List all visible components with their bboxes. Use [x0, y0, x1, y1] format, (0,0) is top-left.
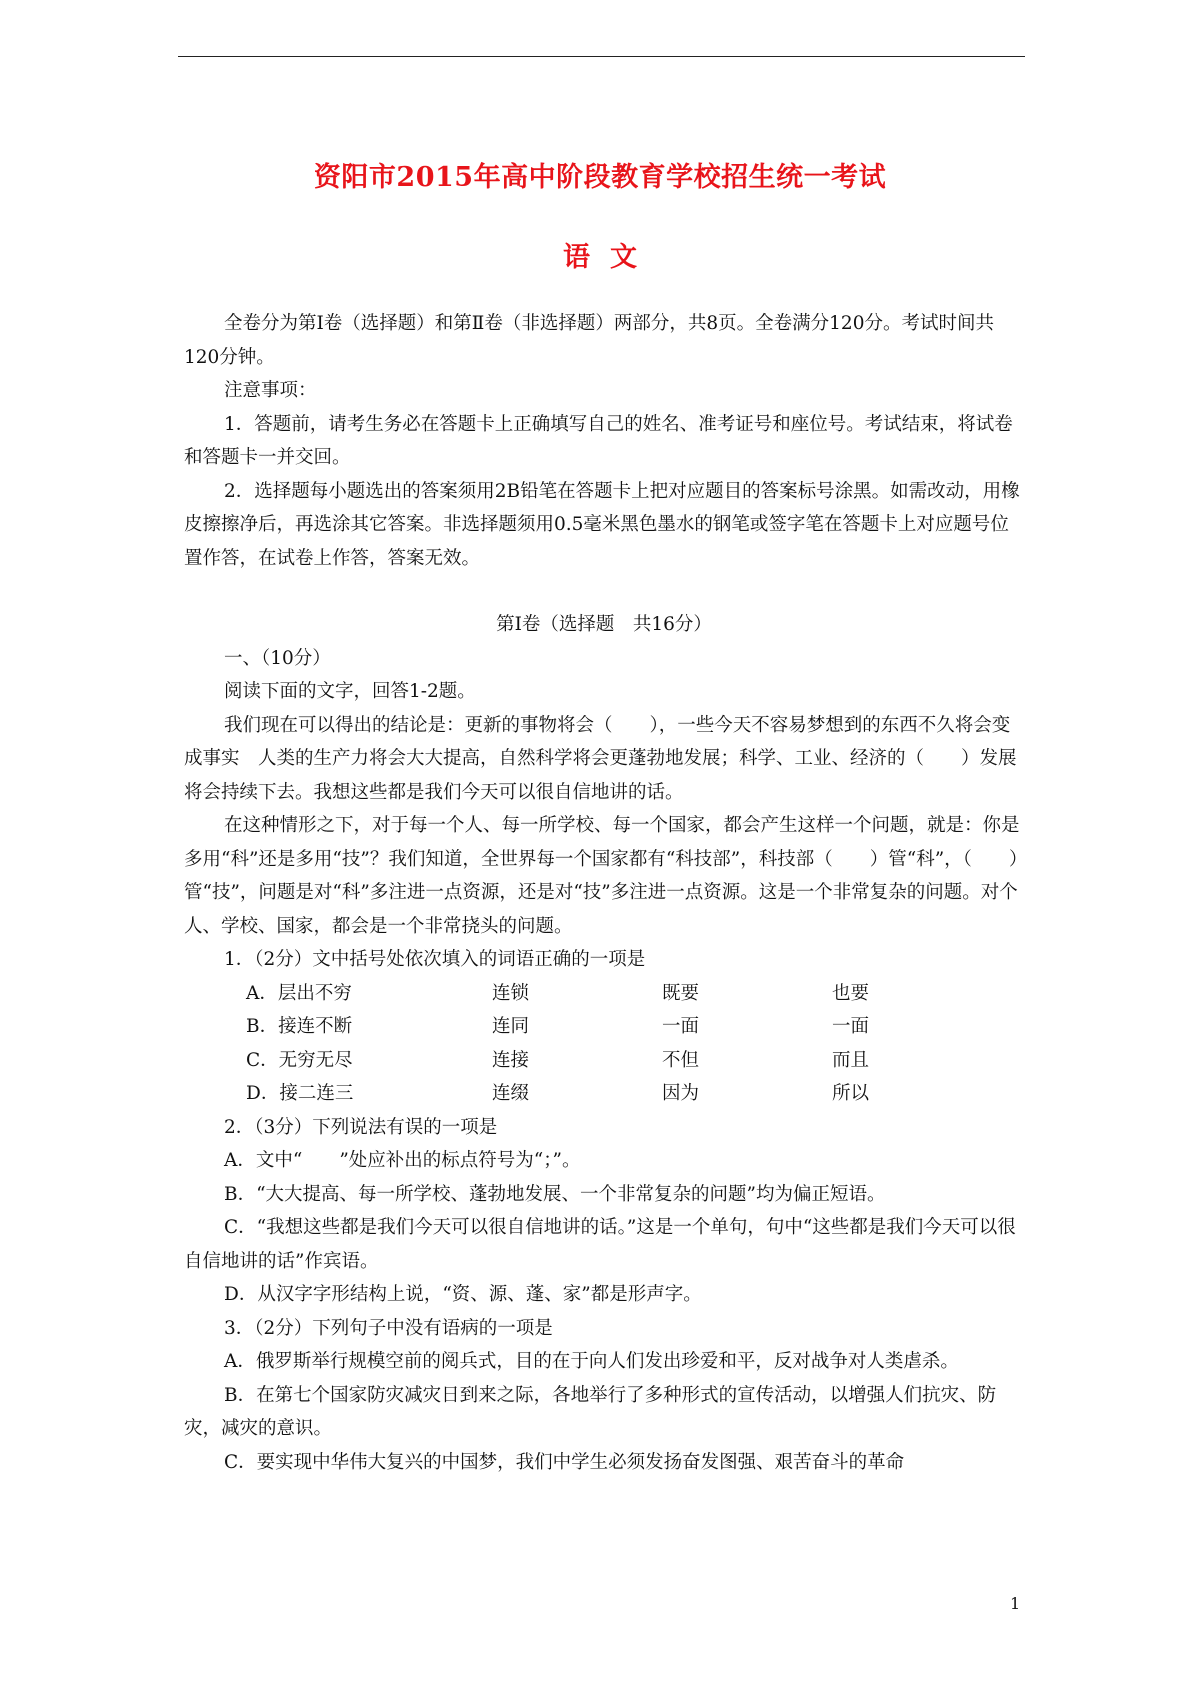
notice-item-2: 2．选择题每小题选出的答案须用2B铅笔在答题卡上把对应题目的答案标号涂黑。如需改动，用橡皮擦擦净后，再选涂其它答案。非选择题须用0.5毫米黑色墨水的钢笔或签字笔在答题卡上对应题号位置作答，在试卷上作答，答案无效。 [184, 480, 1020, 569]
option-cell: 不但 [662, 1049, 700, 1071]
exam-title: 资阳市2015年高中阶段教育学校招生统一考试 [313, 162, 887, 193]
option-cell: 既要 [662, 982, 700, 1004]
option-cell: 连锁 [492, 982, 530, 1004]
notice-title: 注意事项： [224, 380, 317, 401]
question-1-stem: 1．（2分）文中括号处依次填入的词语正确的一项是 [224, 949, 646, 970]
option-cell: B．接连不断 [246, 1016, 353, 1037]
option-cell: C．无穷无尽 [246, 1049, 353, 1071]
option-cell: 也要 [832, 982, 870, 1004]
question-2-option-d: D．从汉字字形结构上说，“资、源、蓬、家”都是形声字。 [224, 1284, 702, 1305]
intro-paragraph: 全卷分为第Ⅰ卷（选择题）和第Ⅱ卷（非选择题）两部分，共8页。全卷满分120分。考试时间共120分钟。 [184, 313, 994, 368]
question-1-option-a [184, 977, 1024, 1011]
option-cell: 所以 [832, 1083, 870, 1104]
question-2-stem: 2．（3分）下列说法有误的一项是 [224, 1116, 498, 1138]
option-cell: 一面 [832, 1016, 870, 1037]
part-label: 一、（10分） [224, 647, 331, 669]
passage-paragraph-2: 在这种情形之下，对于每一个人、每一所学校、每一个国家，都会产生这样一个问题，就是：你是多用“科”还是多用“技”？我们知道，全世界每一个国家都有“科技部”，科技部（ ）管“科”，（ ）管“技”，问题是对“科”多注进一点资源，还是对“技”多注进一点资源。这是一个非常复杂的问题。对个人、学校、国家，都会是一个非常挠头的问题。 [184, 815, 1020, 937]
question-3-option-c: C．要实现中华伟大复兴的中国梦，我们中学生必须发扬奋发图强、艰苦奋斗的革命 [224, 1451, 905, 1473]
option-cell: 一面 [662, 1016, 700, 1037]
question-2-option-a: A．文中“ ”处应补出的标点符号为“；”。 [224, 1150, 581, 1171]
question-2-option-b: B．“大大提高、每一所学校、蓬勃地发展、一个非常复杂的问题”均为偏正短语。 [224, 1183, 886, 1205]
section-heading: 第Ⅰ卷（选择题 共16分） [496, 614, 712, 635]
question-1-option-b [184, 1010, 1024, 1044]
exam-body [184, 307, 1024, 1479]
question-3-stem: 3．（2分）下列句子中没有语病的一项是 [224, 1317, 553, 1339]
option-cell: D．接二连三 [246, 1083, 354, 1104]
question-3-option-a: A．俄罗斯举行规模空前的阅兵式，目的在于向人们发出珍爱和平，反对战争对人类虐杀。 [224, 1351, 959, 1372]
question-1-option-d [184, 1077, 1024, 1111]
spacer [184, 575, 1024, 608]
option-cell: A．层出不穷 [246, 982, 352, 1004]
header-rule [178, 56, 1025, 57]
page-number: 1 [1010, 1594, 1021, 1613]
option-cell: 连同 [492, 1016, 530, 1037]
question-1-option-c [184, 1044, 1024, 1078]
subject-title: 语文 [563, 242, 657, 273]
question-3-option-b: B．在第七个国家防灾减灾日到来之际，各地举行了多种形式的宣传活动，以增强人们抗灾、防灾，减灾的意识。 [184, 1384, 997, 1439]
option-cell: 而且 [832, 1049, 870, 1071]
option-cell: 连缀 [492, 1083, 530, 1104]
option-cell: 因为 [662, 1083, 700, 1104]
passage-paragraph-1: 我们现在可以得出的结论是：更新的事物将会（ ），一些今天不容易梦想到的东西不久将会变成事实 人类的生产力将会大大提高，自然科学将会更蓬勃地发展；科学、工业、经济的（ ）发展将会持续下去。我想这些都是我们今天可以很自信地讲的话。 [184, 714, 1017, 803]
option-cell: 连接 [492, 1049, 530, 1071]
question-2-option-c: C．“我想这些都是我们今天可以很自信地讲的话。”这是一个单句，句中“这些都是我们今天可以很自信地讲的话”作宾语。 [184, 1217, 1016, 1272]
notice-item-1: 1．答题前，请考生务必在答题卡上正确填写自己的姓名、准考证号和座位号。考试结束，将试卷和答题卡一并交回。 [184, 413, 1013, 468]
reading-instruction: 阅读下面的文字，回答1-2题。 [224, 681, 476, 702]
